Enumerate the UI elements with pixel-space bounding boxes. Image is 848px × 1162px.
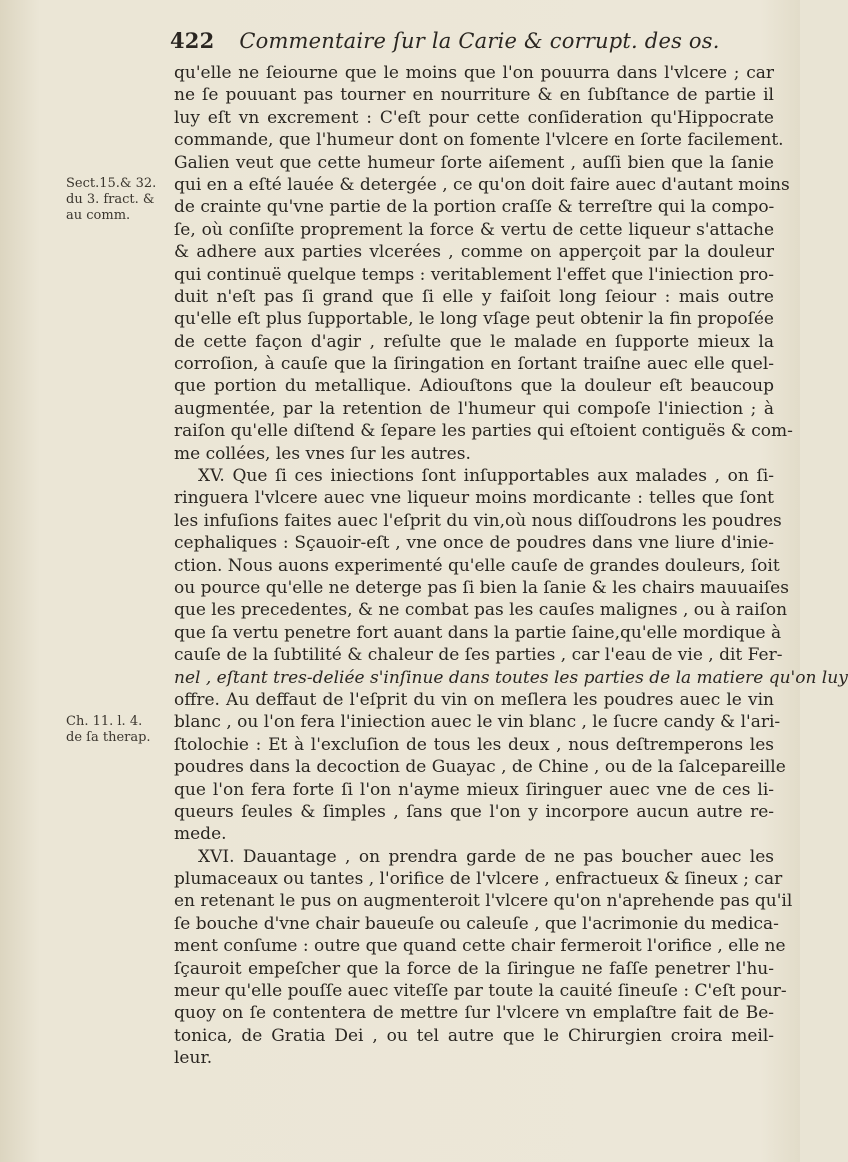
text-line: ment conſume : outre que quand cette chair fermeroit l'orifice , elle ne — [174, 936, 786, 957]
text-line: meur qu'elle pouſſe auec viteſſe par toute la cauité ſineuſe : C'eſt pour- — [174, 981, 787, 1002]
text-line: ſtolochie : Et à l'excluſion de tous les deux , nous deſtremperons les — [174, 734, 774, 755]
text-line: ſçauroit empeſcher que la force de la ſiringue ne faſſe penetrer l'hu- — [174, 958, 774, 979]
text-line: me collées, les vnes ſur les autres. — [174, 443, 471, 464]
text-line: nel , eſtant tres-deliée s'inſinue dans toutes les parties de la matiere qu'on luy — [174, 667, 848, 688]
text-line: duit n'eſt pas ſi grand que ſi elle y faiſoit long ſeiour : mais outre — [174, 286, 774, 307]
text-line: qui continuë quelque temps : veritablement l'effet que l'iniection pro- — [174, 264, 774, 285]
running-title: Commentaire ſur la Carie & corrupt. des os. — [239, 29, 720, 53]
text-line: commande, que l'humeur dont on fomente l'vlcere en ſorte facilement. — [174, 130, 784, 151]
text-line: en retenant le pus on augmenteroit l'vlcere qu'on n'aprehende pas qu'il — [174, 891, 793, 912]
text-line: ſe bouche d'vne chair baueuſe ou caleuſe , que l'acrimonie du medica- — [174, 913, 779, 934]
text-line: cephaliques : Sçauoir-eſt , vne once de poudres dans vne liure d'inie- — [174, 533, 774, 554]
text-line: XV. Que ſi ces iniections ſont inſupportables aux malades , on ſi- — [198, 466, 774, 487]
text-line: XVI. Dauantage , on prendra garde de ne pas boucher auec les — [198, 846, 774, 867]
text-line: que portion du metallique. Adiouſtons que la douleur eſt beaucoup — [174, 376, 774, 397]
text-line: ſe, où conſiſte proprement la force & vertu de cette liqueur s'attache — [174, 219, 774, 240]
text-line: qu'elle ne ſeiourne que le moins que l'on pouurra dans l'vlcere ; car — [174, 63, 774, 83]
text-line: de cette façon d'agir , reſulte que le malade en ſupporte mieux la — [174, 331, 774, 352]
text-line: cauſe de la ſubtilité & chaleur de ſes parties , car l'eau de vie , dit Fer- — [174, 645, 783, 666]
text-line: qu'elle eſt plus ſupportable, le long vſage peut obtenir la fin propoſée — [174, 309, 774, 330]
text-line: Galien veut que cette humeur ſorte aiſement , auſſi bien que la ſanie — [174, 152, 774, 173]
margin-note-sect — [66, 176, 174, 224]
margin-note-line: au comm. — [66, 208, 131, 223]
text-line: les infuſions faites auec l'eſprit du vin,où nous diſſoudrons les poudres — [174, 510, 782, 531]
margin-note-line: Ch. 11. l. 4. — [66, 714, 143, 729]
text-line: ringuera l'vlcere auec vne liqueur moins mordicante : telles que ſont — [174, 488, 774, 509]
margin-note-chapter — [66, 714, 174, 746]
text-line: queurs ſeules & ſimples , ſans que l'on y incorpore aucun autre re- — [174, 801, 774, 822]
text-line: poudres dans la decoction de Guayac , de Chine , ou de la ſalcepareille — [174, 757, 786, 778]
text-line: ction. Nous auons experimenté qu'elle cauſe de grandes douleurs, ſoit — [174, 555, 780, 576]
text-line: blanc , ou l'on fera l'iniection auec le vin blanc , le ſucre candy & l'ari- — [174, 712, 781, 733]
margin-note-line: du 3. fract. & — [66, 192, 155, 207]
page-header — [170, 28, 730, 64]
text-line: augmentée, par la retention de l'humeur qui compoſe l'iniection ; à — [174, 398, 774, 419]
text-line: que l'on fera forte ſi l'on n'ayme mieux ſiringuer auec vne de ces li- — [174, 779, 774, 800]
text-line: corroſion, à cauſe que la ſiringation en ſortant traiſne auec elle quel- — [174, 354, 774, 375]
text-line: quoy on ſe contentera de mettre ſur l'vlcere vn emplaſtre fait de Be- — [174, 1003, 774, 1024]
text-line: ou pource qu'elle ne deterge pas ſi bien la ſanie & les chairs mauuaiſes — [174, 577, 789, 598]
text-line: ne ſe pouuant pas tourner en nourriture & en ſubſtance de partie il — [174, 85, 774, 106]
text-line: & adhere aux parties vlcerées , comme on apperçoit par la douleur — [174, 242, 774, 263]
text-line: leur. — [174, 1048, 213, 1069]
body-text — [174, 62, 848, 1070]
text-line: que les precedentes, & ne combat pas les cauſes malignes , ou à raiſon — [174, 600, 788, 621]
text-line: qui en a eſté lauée & detergée , ce qu'on doit faire auec d'autant moins — [174, 174, 790, 195]
text-line: raiſon qu'elle diſtend & ſepare les parties qui eſtoient contiguës & com- — [174, 421, 793, 442]
margin-note-line: Sect.15.& 32. — [66, 176, 157, 191]
text-line: que ſa vertu penetre fort auant dans la partie ſaine,qu'elle mordique à — [174, 622, 782, 643]
text-line: mede. — [174, 824, 227, 845]
text-line: tonica, de Gratia Dei , ou tel autre que le Chirurgien croira meil- — [174, 1025, 774, 1046]
text-line: de crainte qu'vne partie de la portion craſſe & terreſtre qui la compo- — [174, 197, 775, 218]
text-line: plumaceaux ou tantes , l'orifice de l'vlcere , enfractueux & ſineux ; car — [174, 869, 783, 890]
text-line: offre. Au deffaut de l'eſprit du vin on meſlera les poudres auec le vin — [174, 689, 774, 710]
page-number: 422 — [170, 28, 215, 53]
margin-note-line: de ſa therap. — [66, 730, 151, 745]
text-line: luy eſt vn excrement : C'eſt pour cette conſideration qu'Hippocrate — [174, 107, 774, 128]
